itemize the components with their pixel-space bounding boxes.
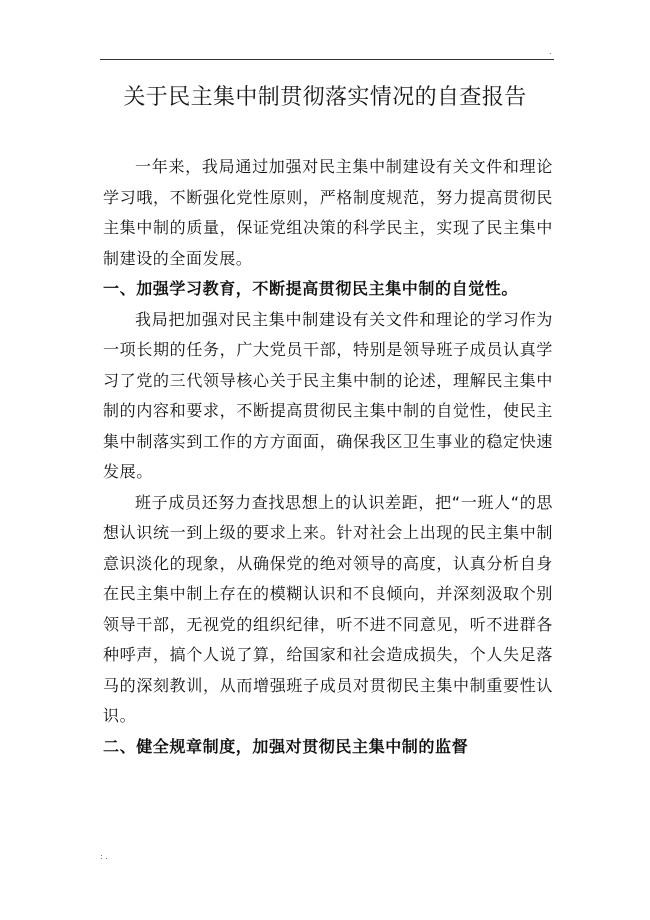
header-mark: . [549,47,552,56]
section-2-heading: 二、健全规章制度，加强对贯彻民主集中制的监督 [103,736,469,756]
section-1-heading: 一、加强学习教育，不断提高贯彻民主集中制的自觉性。 [103,279,519,298]
section-1-paragraph-2: 班子成员还努力查找思想上的认识差距，把“一班人“的思想认识统一到上级的要求上来。针对社会上出现的民主集中制意识淡化的现象，从确保党的绝对领导的高度，认真分析自身在民主集中制上存在的模糊认识和不良倾向，并深刻汲取个别领导干部，无视党的组织纪律，听不进不同意见，听不进群各种呼声，搞个人说了算，给国家和社会造成损失，个人失足落马的深刻教训，从而增强班子成员对贯彻民主集中制重要性认识。 [103,492,553,725]
header-rule [100,59,554,60]
document-title: 关于民主集中制贯彻落实情况的自查报告 [123,85,527,110]
footer-mark: : . [100,852,108,861]
document-body [103,152,553,762]
section-1-paragraph-1: 我局把加强对民主集中制建设有关文件和理论的学习作为一项长期的任务，广大党员干部，特别是领导班子成员认真学习了党的三代领导核心关于民主集中制的论述，理解民主集中制的内容和要求，不断提高贯彻民主集中制的自觉性，使民主集中制落实到工作的方方面面，确保我区卫生事业的稳定快速发展。 [103,309,553,481]
intro-paragraph: 一年来，我局通过加强对民主集中制建设有关文件和理论学习哦，不断强化党性原则，严格制度规范，努力提高贯彻民主集中制的质量，保证党组决策的科学民主，实现了民主集中制建设的全面发展。 [103,157,553,268]
